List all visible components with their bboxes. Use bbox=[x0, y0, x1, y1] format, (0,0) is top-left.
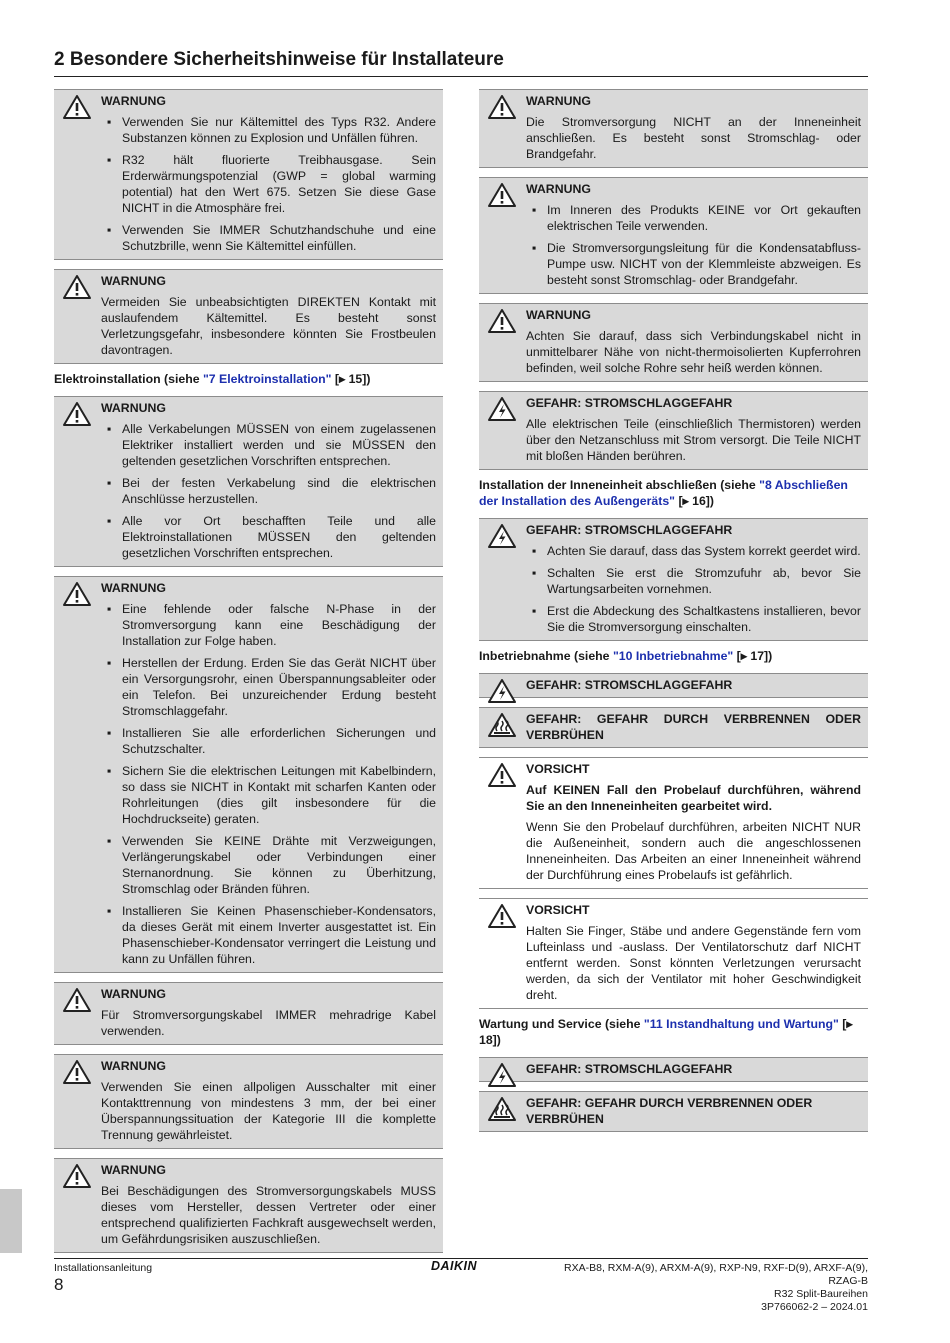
box-text: Die Stromversorgung NICHT an der Inneneinheit anschließen. Es besteht sonst Stromschlag- oder Brandgefahr. bbox=[526, 115, 861, 161]
warning-triangle-icon bbox=[62, 1059, 92, 1085]
footer-doc-type: Installationsanleitung bbox=[54, 1262, 153, 1274]
danger-box bbox=[479, 1091, 868, 1132]
list-item: ▪ Die Stromversorgungsleitung für die Kondensatabfluss-Pumpe usw. NICHT von der Klemmleiste abzweigen. Es besteht sonst Stromschlag- oder Brandgefahr. bbox=[532, 241, 861, 287]
section-reference: Inbetriebnahme (siehe "10 Inbetriebnahme" [▸ 17]) bbox=[479, 649, 773, 663]
list-item: ▪ Installieren Sie alle erforderlichen Sicherungen und Schutzschalter. bbox=[107, 726, 436, 756]
box-heading: VORSICHT bbox=[526, 762, 590, 776]
page-title: 2 Besondere Sicherheitshinweise für Installateure bbox=[54, 49, 504, 70]
bullet-icon: ▪ bbox=[107, 115, 112, 129]
electric-hazard-icon bbox=[487, 396, 517, 422]
box-heading: GEFAHR: STROMSCHLAGGEFAHR bbox=[526, 678, 733, 692]
box-text: Bei Beschädigungen des Stromversorgungskabels MUSS dieses vom Hersteller, dessen Vertreter oder einer entsprechend qualifizierten Fachkraft ausgewechselt werden, um Gefährdungsrisiken auszuschließen. bbox=[101, 1184, 436, 1246]
box-text: Vermeiden Sie unbeabsichtigten DIREKTEN Kontakt mit auslaufendem Kältemittel. Es besteht sonst Verletzungsgefahr, insbesondere könnten Sie Frostbeulen davontragen. bbox=[101, 295, 436, 357]
bullet-icon: ▪ bbox=[532, 566, 537, 580]
electric-hazard-icon bbox=[487, 523, 517, 549]
bullet-icon: ▪ bbox=[107, 656, 112, 670]
box-heading: WARNUNG bbox=[526, 94, 591, 108]
list-item: ▪ Herstellen der Erdung. Erden Sie das Gerät NICHT über ein Versorgungsrohr, einen Überspannungsableiter oder ein Telefon. Bei unzureichender Erdung besteht Stromschlaggefahr. bbox=[107, 656, 436, 718]
box-lead: Auf KEINEN Fall den Probelauf durchführen, während Sie an den Inneneinheiten gearbeitet wird. bbox=[526, 783, 861, 813]
list-item: ▪ Verwenden Sie nur Kältemittel des Typs R32. Andere Substanzen können zu Explosion und Unfällen führen. bbox=[107, 115, 436, 145]
warning-triangle-icon bbox=[487, 94, 517, 120]
bullet-icon: ▪ bbox=[107, 834, 112, 848]
daikin-logo: DAIKIN bbox=[431, 1259, 478, 1273]
list-item: ▪ Erst die Abdeckung des Schaltkastens installieren, bevor Sie die Stromversorgung einschalten. bbox=[532, 604, 861, 634]
section-link[interactable]: "10 Inbetriebnahme" bbox=[612, 649, 734, 663]
left-column bbox=[54, 89, 443, 1262]
bullet-icon: ▪ bbox=[107, 602, 112, 616]
electric-hazard-icon bbox=[487, 678, 517, 704]
bullet-icon: ▪ bbox=[532, 203, 537, 217]
bullet-icon: ▪ bbox=[107, 904, 112, 918]
box-text: Wenn Sie den Probelauf durchführen, arbeiten NICHT NUR die Außeneinheit, sondern auch die angeschlossenen Inneneinheiten. Das Arbeiten an einer Inneneinheit während der Durchführung eines Probelaufs ist gefährlich. bbox=[526, 820, 861, 882]
right-column bbox=[479, 89, 868, 1141]
list-item: ▪ Bei der festen Verkabelung sind die elektrischen Anschlüsse herzustellen. bbox=[107, 476, 436, 506]
box-text: Halten Sie Finger, Stäbe und andere Gegenstände fern vom Lufteinlass und -auslass. Der Ventilatorschutz darf NICHT entfernt werden. Sonst könnten Verletzungen verursacht werden, da sich der Ventilator mit hoher Geschwindigkeit dreht. bbox=[526, 924, 861, 1002]
warning-triangle-icon bbox=[62, 581, 92, 607]
warning-box bbox=[54, 982, 443, 1045]
section-link[interactable]: "8 Abschließen der Installation des Außengeräts" bbox=[479, 478, 848, 508]
warning-box bbox=[54, 269, 443, 364]
list-item: ▪ Verwenden Sie KEINE Drähte mit Verzweigungen, Verlängerungskabel oder Verbindungen einer Sternanordnung. Sie können zu Überhitzung, Stromschlag oder Bränden führen. bbox=[107, 834, 436, 896]
box-heading: GEFAHR: GEFAHR DURCH VERBRENNEN ODER VERBRÜHEN bbox=[526, 712, 861, 742]
box-heading: GEFAHR: STROMSCHLAGGEFAHR bbox=[526, 523, 733, 537]
warning-box bbox=[54, 1158, 443, 1253]
bullet-icon: ▪ bbox=[107, 764, 112, 778]
bullet-icon: ▪ bbox=[107, 476, 112, 490]
warning-triangle-icon bbox=[62, 401, 92, 427]
box-text: Verwenden Sie einen allpoligen Ausschalter mit einer Kontakttrennung von mindestens 3 mm, der bei einer Überspannungssituation der Kategorie III die komplette Trennung gewährleistet. bbox=[101, 1080, 436, 1142]
warning-box bbox=[479, 89, 868, 168]
warning-box bbox=[54, 89, 443, 260]
list-item: ▪ Alle Verkabelungen MÜSSEN von einem zugelassenen Elektriker installiert werden und sie MÜSSEN den geltenden gesetzlichen Vorschriften entsprechen. bbox=[107, 422, 436, 468]
box-heading: WARNUNG bbox=[101, 94, 166, 108]
warning-triangle-icon bbox=[62, 94, 92, 120]
danger-box bbox=[479, 707, 868, 748]
list-item: ▪ Schalten Sie erst die Stromzufuhr ab, bevor Sie Wartungsarbeiten vornehmen. bbox=[532, 566, 861, 596]
bullet-icon: ▪ bbox=[107, 153, 112, 167]
warning-triangle-icon bbox=[487, 182, 517, 208]
bullet-icon: ▪ bbox=[107, 726, 112, 740]
box-heading: WARNUNG bbox=[101, 581, 166, 595]
section-reference: Installation der Inneneinheit abschließen (siehe "8 Abschließen der Installation des Außengeräts" [▸ 16]) bbox=[479, 478, 848, 508]
bullet-icon: ▪ bbox=[107, 223, 112, 237]
list-item: ▪ Verwenden Sie IMMER Schutzhandschuhe und eine Schutzbrille, wenn Sie Kältemittel einfüllen. bbox=[107, 223, 436, 253]
box-heading: WARNUNG bbox=[101, 987, 166, 1001]
caution-box bbox=[479, 757, 868, 889]
list-item: ▪ Alle vor Ort beschafften Teile und alle Elektroinstallationen MÜSSEN den geltenden gesetzlichen Vorschriften entsprechen. bbox=[107, 514, 436, 560]
warning-triangle-icon bbox=[487, 762, 517, 788]
danger-box bbox=[479, 391, 868, 470]
bullet-icon: ▪ bbox=[532, 241, 537, 255]
warning-box bbox=[54, 576, 443, 973]
danger-box bbox=[479, 673, 868, 698]
list-item: ▪ Eine fehlende oder falsche N-Phase in der Stromversorgung kann eine Beschädigung der Installation zur Folge haben. bbox=[107, 602, 436, 648]
bullet-icon: ▪ bbox=[532, 604, 537, 618]
box-heading: WARNUNG bbox=[526, 182, 591, 196]
danger-box bbox=[479, 518, 868, 641]
bullet-icon: ▪ bbox=[107, 422, 112, 436]
box-heading: WARNUNG bbox=[101, 401, 166, 415]
chapter-tab bbox=[0, 1189, 22, 1253]
warning-triangle-icon bbox=[62, 274, 92, 300]
warning-triangle-icon bbox=[487, 308, 517, 334]
box-heading: VORSICHT bbox=[526, 903, 590, 917]
title-divider bbox=[54, 76, 868, 77]
warning-triangle-icon bbox=[62, 1163, 92, 1189]
bullet-icon: ▪ bbox=[532, 544, 537, 558]
warning-box bbox=[54, 1054, 443, 1149]
box-heading: GEFAHR: STROMSCHLAGGEFAHR bbox=[526, 396, 733, 410]
list-item: ▪ Sichern Sie die elektrischen Leitungen mit Kabelbindern, so dass sie NICHT in Kontakt mit scharfen Kanten oder Rohrleitungen (dies gilt insbesondere für die Hochdruckseite) geraten. bbox=[107, 764, 436, 826]
list-item: ▪ Achten Sie darauf, dass das System korrekt geerdet wird. bbox=[532, 544, 861, 558]
list-item: ▪ R32 hält fluorierte Treibhausgase. Sein Erderwärmungspotenzial (GWP = global warming potential) hat den Wert 675. Setzen Sie diese Gase NICHT in die Atmosphäre frei. bbox=[107, 153, 436, 215]
bullet-icon: ▪ bbox=[107, 514, 112, 528]
box-text: Achten Sie darauf, dass sich Verbindungskabel nicht in unmittelbarer Nähe von nicht-thermoisolierten Kupferrohren befinden, weil solche Rohre sehr heiß werden können. bbox=[526, 329, 861, 375]
warning-box bbox=[479, 303, 868, 382]
box-heading: WARNUNG bbox=[101, 1059, 166, 1073]
box-heading: GEFAHR: STROMSCHLAGGEFAHR bbox=[526, 1062, 733, 1076]
warning-triangle-icon bbox=[487, 903, 517, 929]
box-heading: WARNUNG bbox=[526, 308, 591, 322]
box-text: Für Stromversorgungskabel IMMER mehradrige Kabel verwenden. bbox=[101, 1008, 436, 1038]
page-number: 8 bbox=[54, 1275, 64, 1294]
box-heading: WARNUNG bbox=[101, 1163, 166, 1177]
box-heading: GEFAHR: GEFAHR DURCH VERBRENNEN ODER VERBRÜHEN bbox=[526, 1096, 813, 1126]
list-item: ▪ Installieren Sie Keinen Phasenschieber-Kondensators, da dieses Gerät mit einem Inverter ausgestattet ist. Ein Phasenschieber-Kondensator verringert die Leistung und kann zu Unfällen führen. bbox=[107, 904, 436, 966]
hot-surface-icon bbox=[487, 1096, 517, 1122]
footer-models: RXA-B8, RXM-A(9), ARXM-A(9), RXP-N9, RXF-D(9), ARXF-A(9), RZAG-B R32 Split-Baureihen 3P766062-2 – 2024.01 bbox=[564, 1262, 868, 1313]
box-heading: WARNUNG bbox=[101, 274, 166, 288]
box-text: Alle elektrischen Teile (einschließlich Thermistoren) werden über den Netzanschluss mit Strom versorgt. Die Teile NICHT mit bloßen Händen berühren. bbox=[526, 417, 861, 463]
warning-triangle-icon bbox=[62, 987, 92, 1013]
section-link[interactable]: "7 Elektroinstallation" bbox=[202, 372, 332, 386]
section-reference: Elektroinstallation (siehe "7 Elektroinstallation" [▸ 15]) bbox=[54, 372, 371, 386]
electric-hazard-icon bbox=[487, 1062, 517, 1088]
list-item: ▪ Im Inneren des Produkts KEINE vor Ort gekauften elektrischen Teile verwenden. bbox=[532, 203, 861, 233]
section-link[interactable]: "11 Instandhaltung und Wartung" bbox=[643, 1017, 839, 1031]
warning-box bbox=[479, 177, 868, 294]
caution-box bbox=[479, 898, 868, 1009]
section-reference: Wartung und Service (siehe "11 Instandhaltung und Wartung" [▸ 18]) bbox=[479, 1017, 853, 1047]
danger-box bbox=[479, 1057, 868, 1082]
hot-surface-icon bbox=[487, 712, 517, 738]
warning-box bbox=[54, 396, 443, 567]
